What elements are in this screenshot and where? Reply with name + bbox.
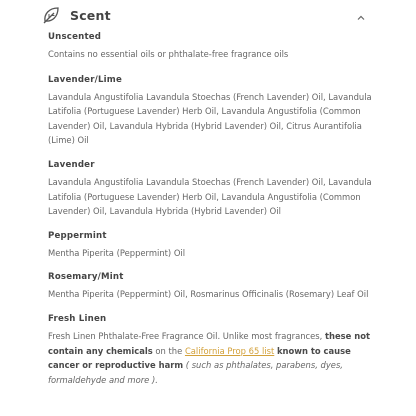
section-body: Mentha Piperita (Peppermint) Oil: [48, 247, 186, 258]
body-on-the: on the: [155, 345, 183, 356]
accordion-title: Scent: [70, 7, 111, 23]
section-body: Lavandula Angustifolia Lavandula Stoechas (French Lavender) Oil, Lavandula Latifolia (Portuguese Lavender) Herb Oil, Lavandula Angustifolia (Common Lavender) Oil, Lavandula Hybrida (Hybrid Lavender) Oil: [48, 176, 372, 217]
section-title: Peppermint: [48, 230, 107, 241]
scent-section-rosemary-mint: [48, 271, 384, 302]
scent-section-lavender-lime: [48, 74, 384, 148]
section-title: Lavender/Lime: [48, 74, 122, 85]
section-title: Rosemary/Mint: [48, 272, 124, 283]
body-intro: Fresh Linen Phthalate-Free Fragrance Oil. Unlike most fragrances,: [48, 330, 323, 341]
california-prop-65-link[interactable]: California Prop 65 list: [184, 345, 275, 356]
section-title: Unscented: [48, 32, 102, 42]
scent-accordion-header[interactable]: [40, 0, 384, 29]
leaf-icon: [40, 4, 62, 26]
section-title: Lavender: [48, 159, 95, 170]
section-body: Mentha Piperita (Peppermint) Oil, Rosmarinus Officinalis (Rosemary) Leaf Oil: [48, 289, 369, 300]
scent-section-lavender: [48, 159, 384, 219]
section-body: Contains no essential oils or phthalate-free fragrance oils: [48, 49, 289, 59]
body-italic-examples: ( such as phthalates, parabens, dyes, formaldehyde and more ).: [48, 360, 343, 385]
section-title: Fresh Linen: [48, 313, 107, 324]
section-body: Lavandula Angustifolia Lavandula Stoechas (French Lavender) Oil, Lavandula Latifolia (Portuguese Lavender) Herb Oil, Lavandula Angustifolia (Common Lavender) Oil, Lavandula Hybrida (Hybrid Lavender) Oil, Citrus Aurantifolia (Lime) Oil: [48, 91, 372, 146]
scent-section-unscented: [48, 31, 384, 62]
body-bold-harm: known to cause cancer or reproductive harm: [48, 345, 351, 371]
section-body: [48, 329, 384, 387]
scent-section-peppermint: [48, 230, 384, 261]
scent-section-fresh-linen: [48, 313, 384, 387]
body-bold-claim: these not contain any chemicals: [48, 330, 370, 356]
chevron-up-icon[interactable]: [356, 8, 366, 18]
